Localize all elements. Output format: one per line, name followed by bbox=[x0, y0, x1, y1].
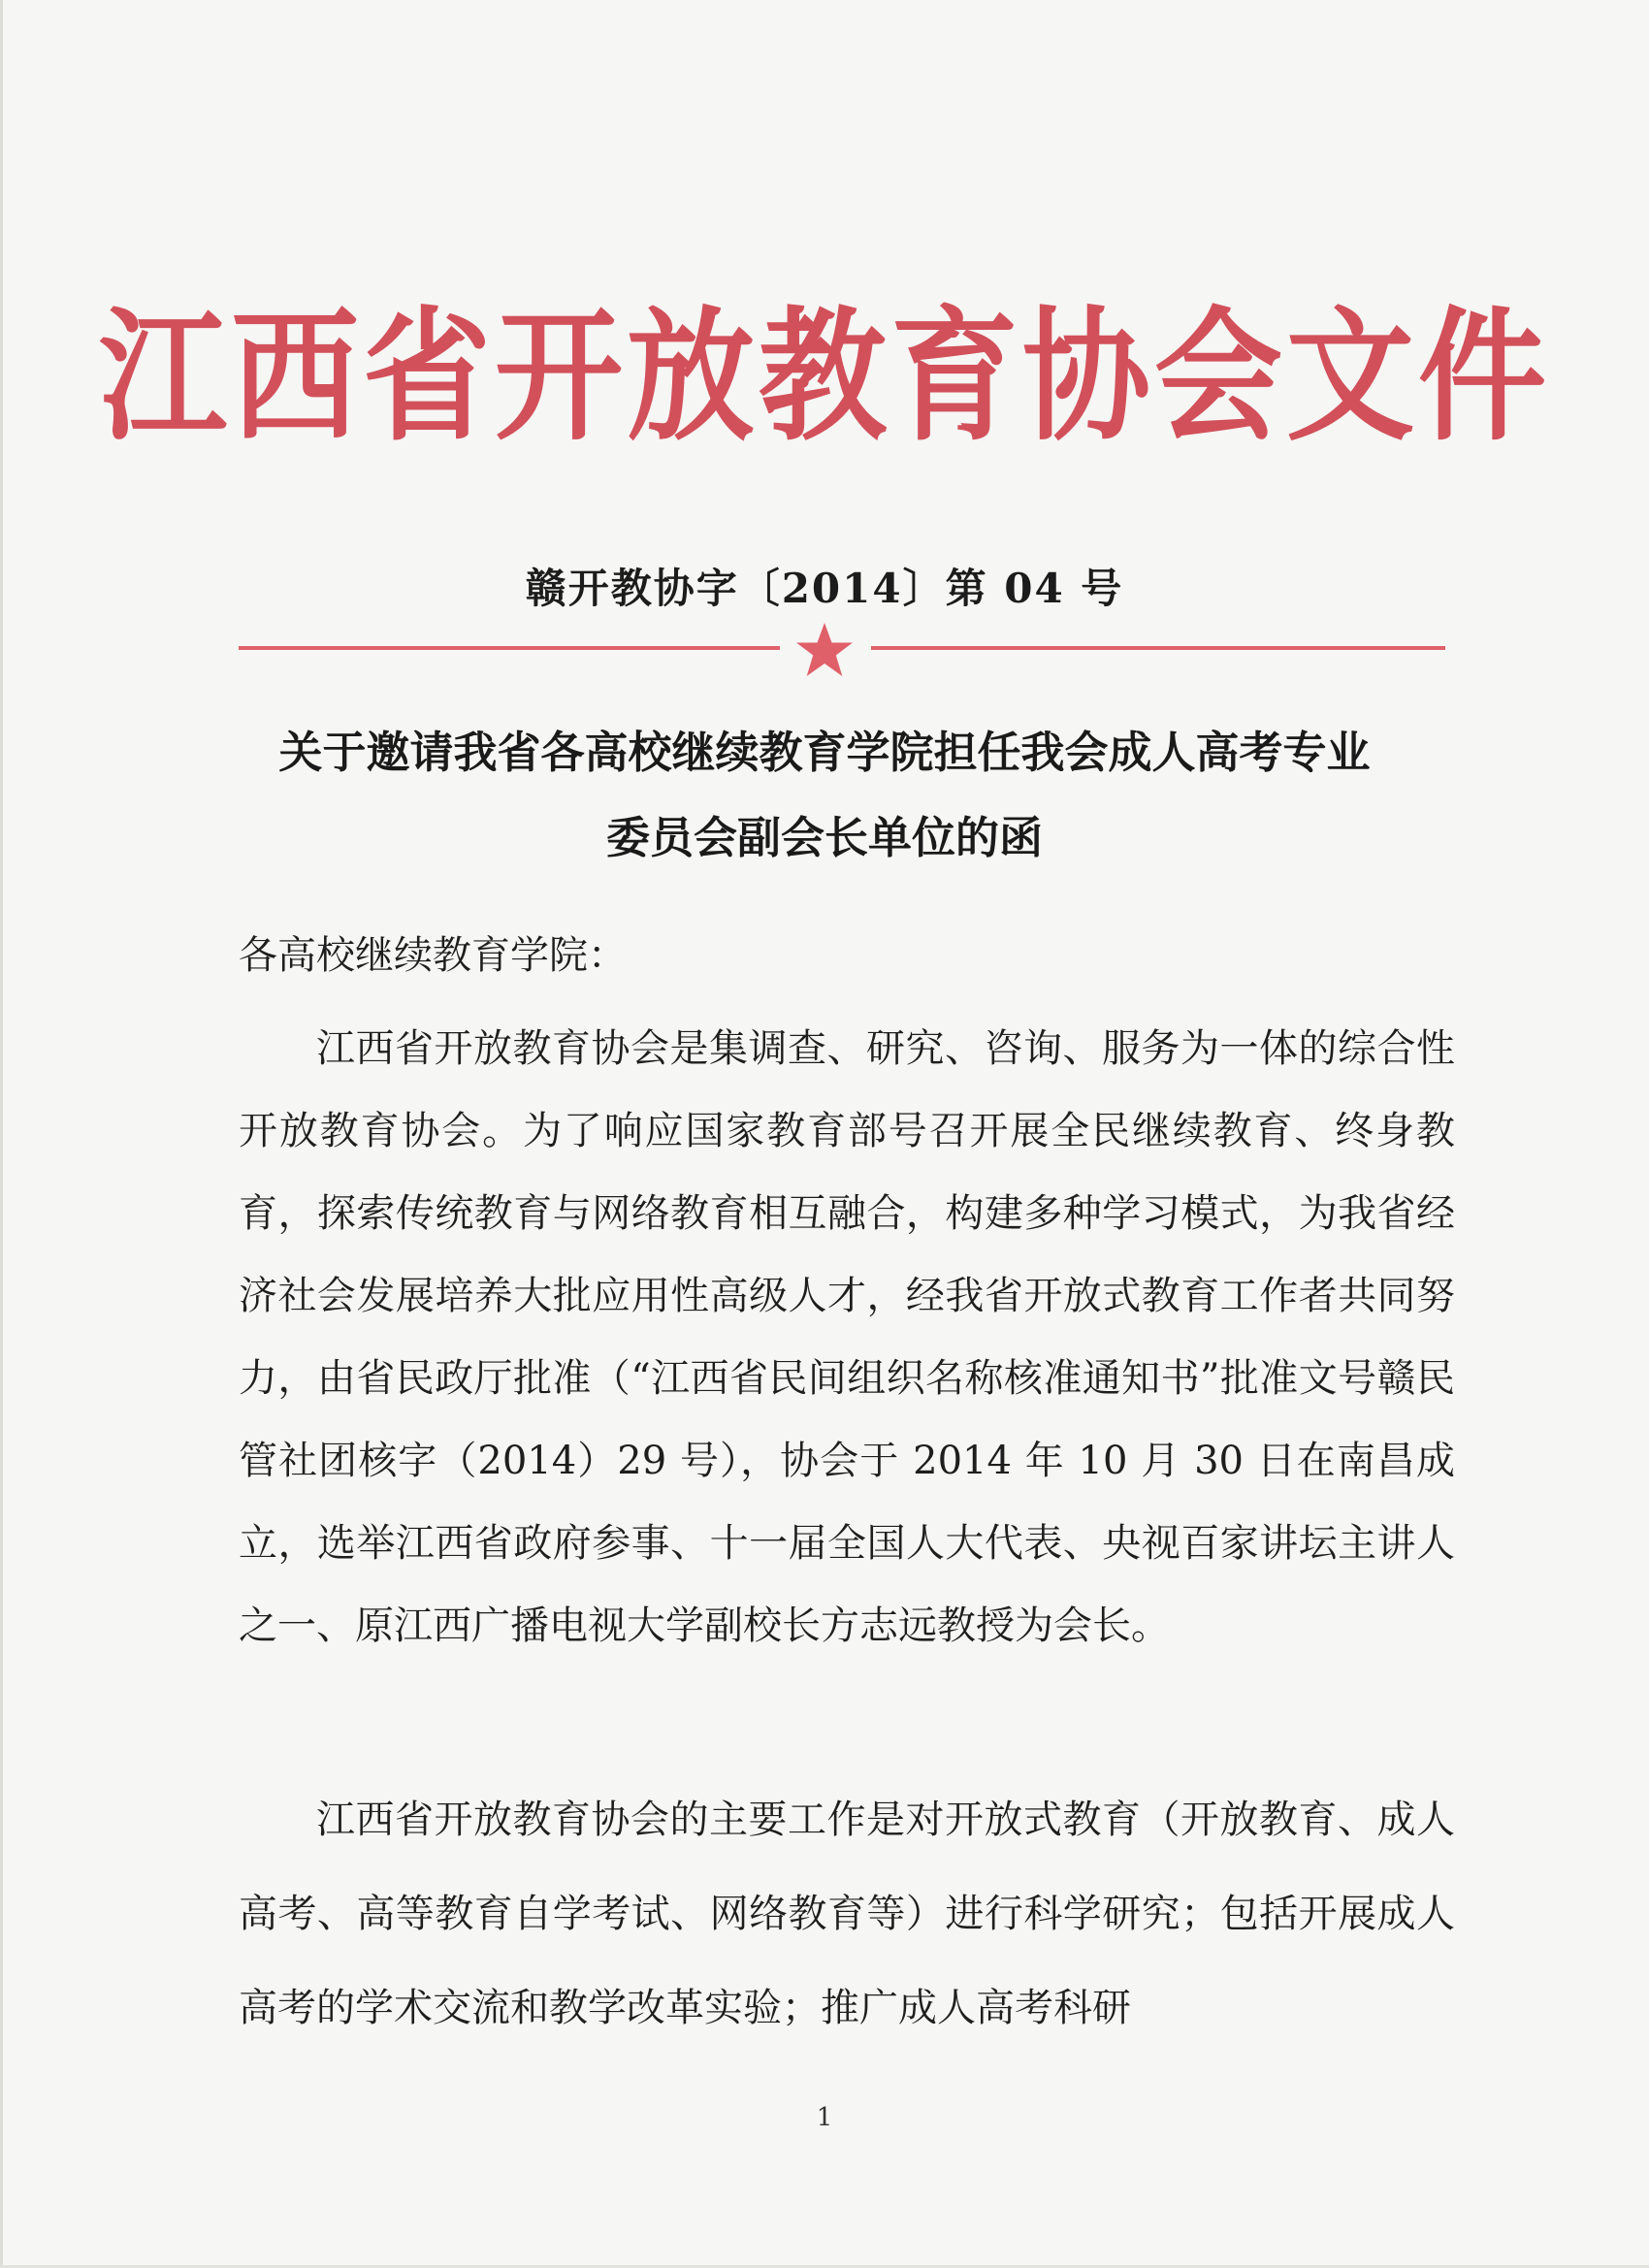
document-number: 赣开教协字〔2014〕第 04 号 bbox=[525, 565, 1124, 612]
body-paragraph-1: 江西省开放教育协会是集调查、研究、咨询、服务为一体的综合性开放教育协会。为了响应国家教育部号召开展全民继续教育、终身教育，探索传统教育与网络教育相互融合，构建多种学习模式，为我省经济社会发展培养大批应用性高级人才，经我省开放式教育工作者共同努力，由省民政厅批准（“江西省民间组织名称核准通知书”批准文号赣民管社团核字（2014）29 号），协会于 2014 年 10 月 30 日在南昌成立，选举江西省政府参事、十一届全国人大代表、央视百家讲坛主讲人之一、原江西广播电视大学副校长方志远教授为会长。 bbox=[239, 1026, 1455, 1648]
star-icon bbox=[793, 621, 856, 679]
document-header-title: 江西省开放教育协会文件 bbox=[99, 293, 1550, 462]
letter-title-line-1: 关于邀请我省各高校继续教育学院担任我会成人高考专业 bbox=[278, 727, 1371, 778]
letter-title-line-2: 委员会副会长单位的函 bbox=[605, 812, 1043, 863]
salutation: 各高校继续教育学院： bbox=[239, 933, 627, 978]
body-paragraph-2: 江西省开放教育协会的主要工作是对开放式教育（开放教育、成人高考、高等教育自学考试、网络教育等）进行科学研究；包括开展成人高考的学术交流和教学改革实验；推广成人高考科研 bbox=[239, 1798, 1455, 2030]
header-divider-left bbox=[239, 646, 780, 650]
header-divider-right bbox=[871, 646, 1445, 650]
star-shape bbox=[796, 623, 853, 676]
letter-title bbox=[0, 710, 1649, 881]
page-number: 1 bbox=[816, 2103, 833, 2132]
